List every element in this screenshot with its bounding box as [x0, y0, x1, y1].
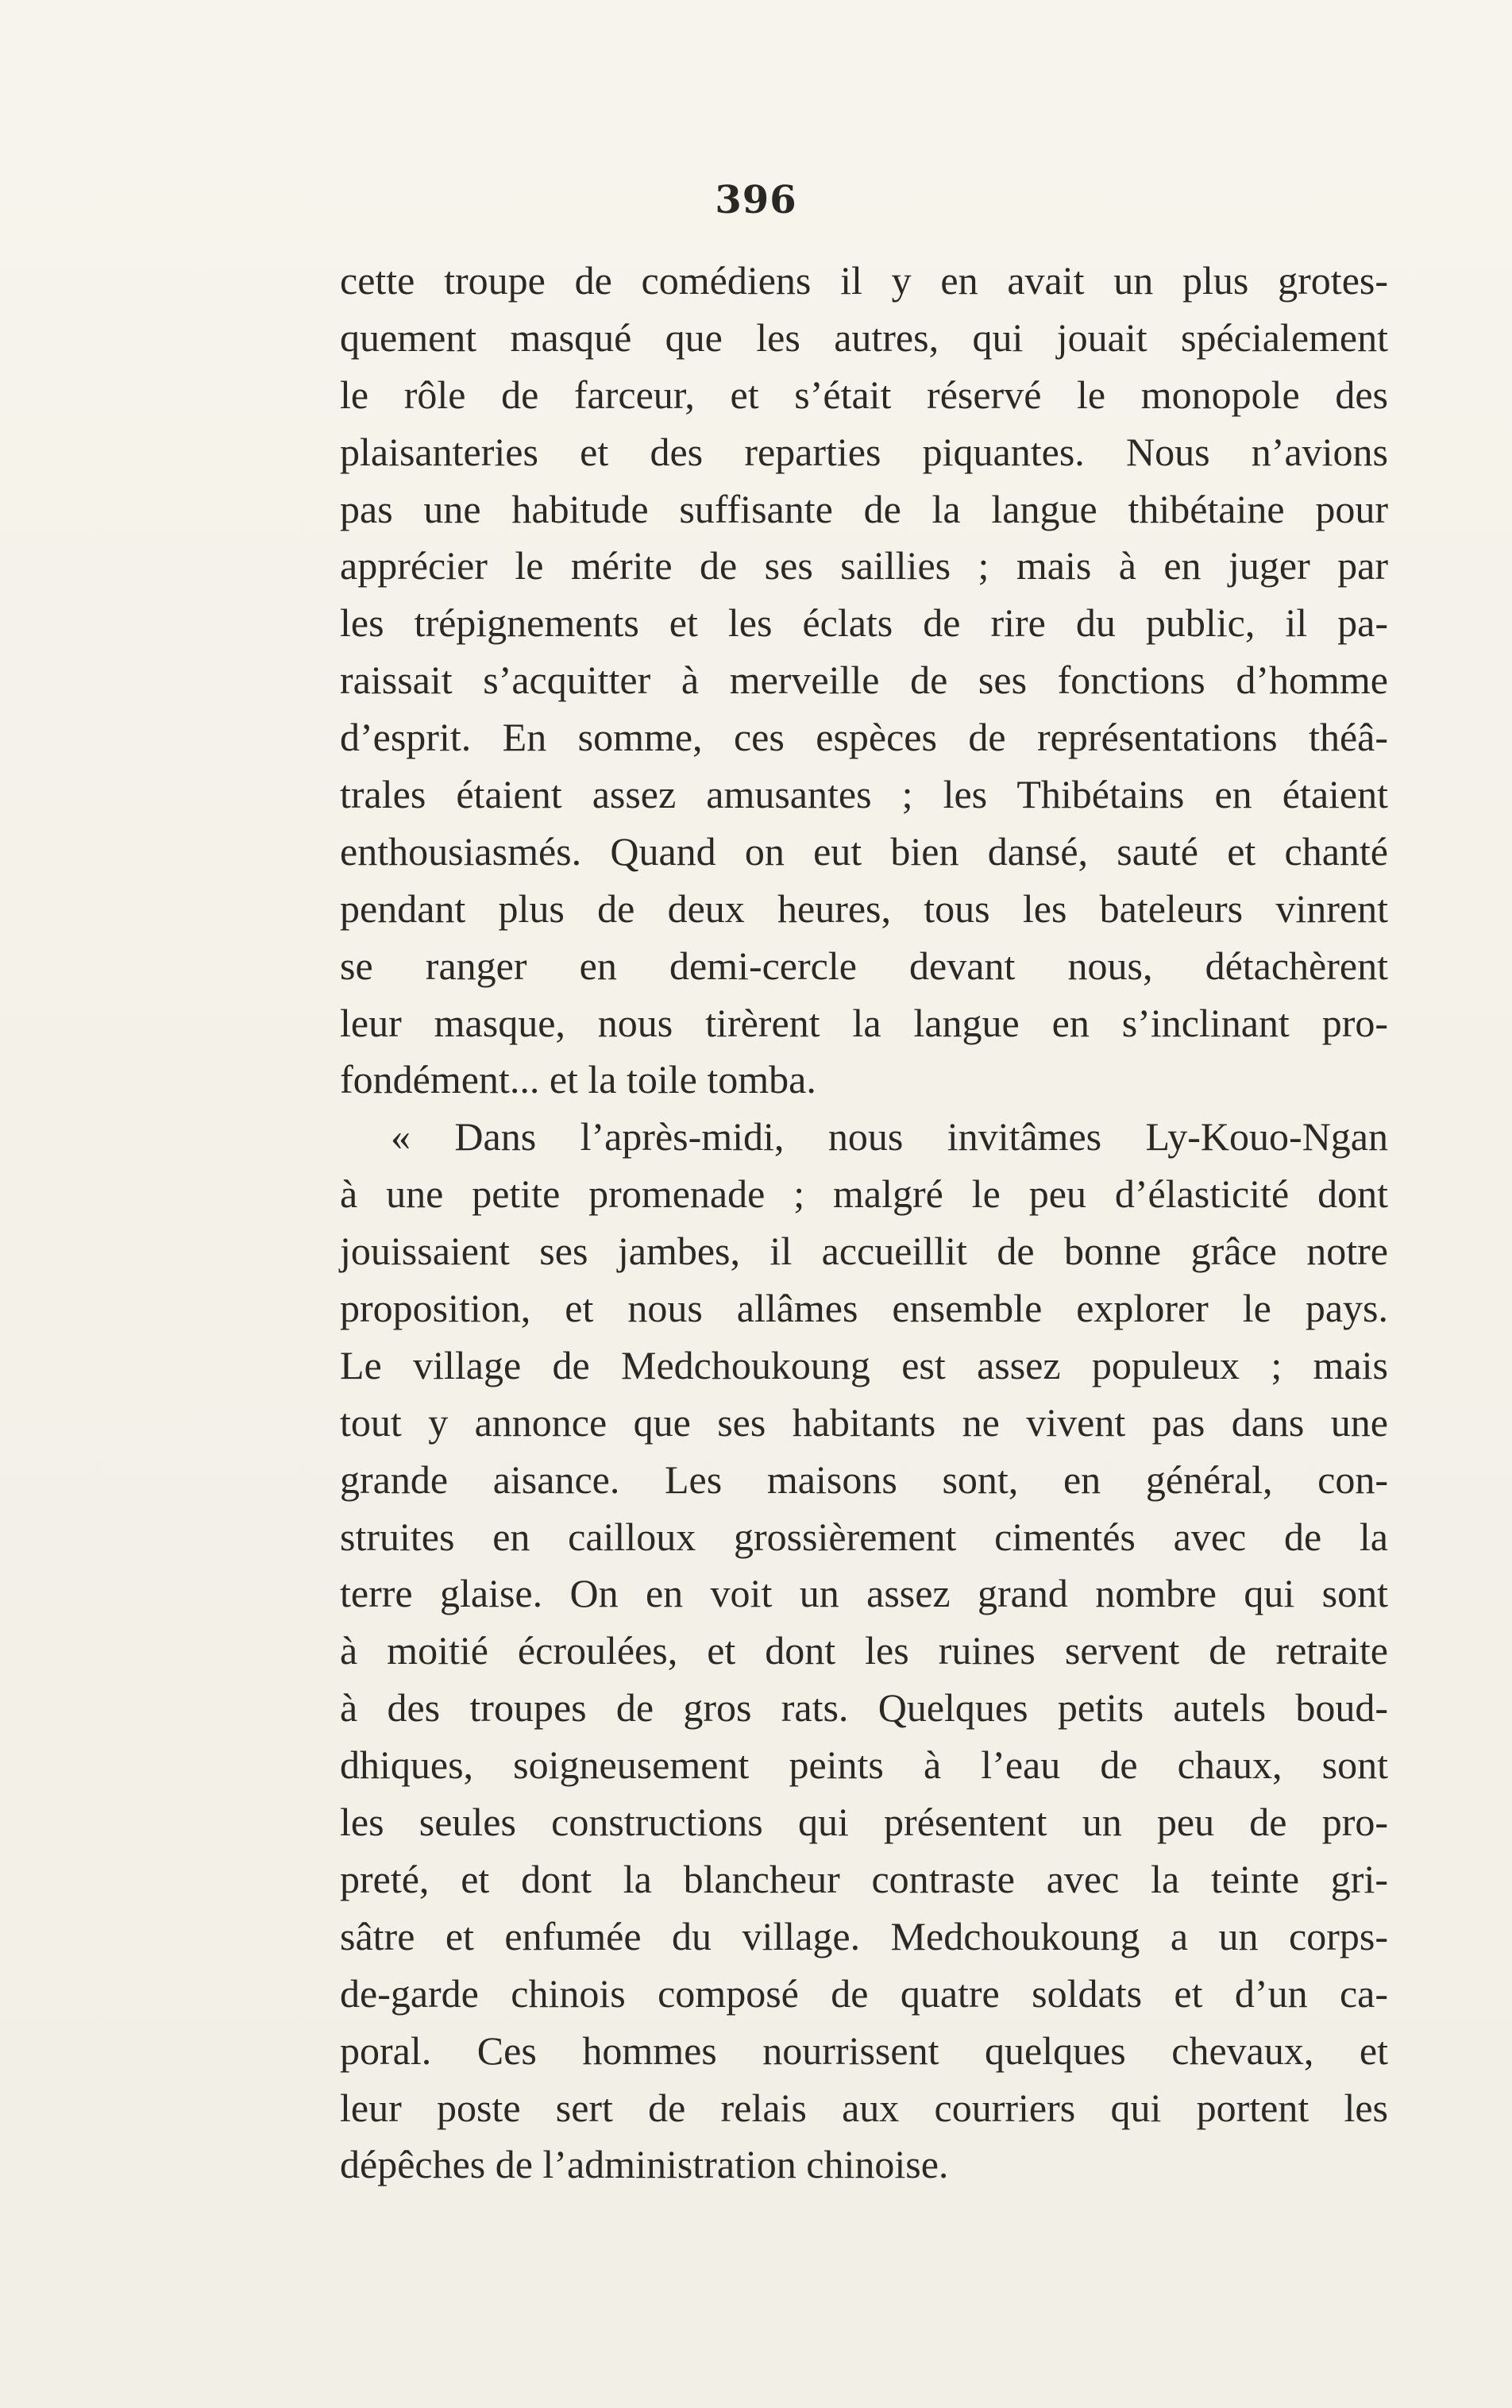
text-line: de-garde chinois composé de quatre soldats et d’un ca-	[340, 1970, 1388, 2016]
text-line: pas une habitude suffisante de la langue thibétaine pour	[340, 486, 1388, 531]
text-line: à des troupes de gros rats. Quelques petits autels boud-	[340, 1685, 1388, 1731]
text-line: trales étaient assez amusantes ; les Thibétains en étaient	[340, 772, 1388, 817]
text-line: dhiques, soigneusement peints à l’eau de chaux, sont	[340, 1742, 1388, 1788]
text-line: tout y annonce que ses habitants ne vivent pas dans une	[340, 1399, 1388, 1445]
text-line: se ranger en demi-cercle devant nous, détachèrent	[340, 943, 1388, 988]
text-line: struites en cailloux grossièrement cimentés avec de la	[340, 1514, 1388, 1559]
text-line: proposition, et nous allâmes ensemble explorer le pays.	[340, 1286, 1388, 1331]
text-line: les trépignements et les éclats de rire du public, il pa-	[340, 600, 1388, 646]
text-line: leur masque, nous tirèrent la langue en s’inclinant pro-	[340, 1000, 1388, 1045]
text-line: d’esprit. En somme, ces espèces de représentations théâ-	[340, 715, 1388, 760]
text-line: pendant plus de deux heures, tous les bateleurs vinrent	[340, 886, 1388, 931]
text-line: terre glaise. On en voit un assez grand nombre qui sont	[340, 1571, 1388, 1616]
text-line: grande aisance. Les maisons sont, en général, con-	[340, 1457, 1388, 1502]
text-line: plaisanteries et des reparties piquantes. Nous n’avions	[340, 429, 1388, 474]
paragraph-end-line: dépêches de l’administration chinoise.	[340, 2142, 949, 2187]
paragraph-end-line: fondément... et la toile tomba.	[340, 1057, 816, 1102]
text-line: sâtre et enfumée du village. Medchoukoung a un corps-	[340, 1913, 1388, 1958]
text-line: leur poste sert de relais aux courriers qui portent les	[340, 2085, 1388, 2130]
text-line: enthousiasmés. Quand on eut bien dansé, sauté et chanté	[340, 828, 1388, 874]
text-line: raissait s’acquitter à merveille de ses fonctions d’homme	[340, 658, 1388, 703]
text-line: jouissaient ses jambes, il accueillit de bonne grâce notre	[340, 1229, 1388, 1274]
text-line: le rôle de farceur, et s’était réservé le monopole des	[340, 372, 1388, 417]
text-line: à une petite promenade ; malgré le peu d’élasticité dont	[340, 1171, 1388, 1217]
page-number: 396	[715, 178, 797, 222]
paragraph-start-line: « Dans l’après-midi, nous invitâmes Ly-Kouo-Ngan	[391, 1114, 1388, 1160]
text-line: les seules constructions qui présentent un peu de pro-	[340, 1800, 1388, 1845]
body-text	[340, 253, 1388, 2194]
text-line: à moitié écroulées, et dont les ruines servent de retraite	[340, 1628, 1388, 1673]
text-line: quement masqué que les autres, qui jouait spécialement	[340, 315, 1388, 360]
text-line: Le village de Medchoukoung est assez populeux ; mais	[340, 1342, 1388, 1387]
text-line: cette troupe de comédiens il y en avait un plus grotes-	[340, 258, 1388, 303]
text-line: preté, et dont la blancheur contraste avec la teinte gri-	[340, 1856, 1388, 1901]
text-line: apprécier le mérite de ses saillies ; mais à en juger par	[340, 543, 1388, 588]
text-line: poral. Ces hommes nourrissent quelques chevaux, et	[340, 2028, 1388, 2073]
